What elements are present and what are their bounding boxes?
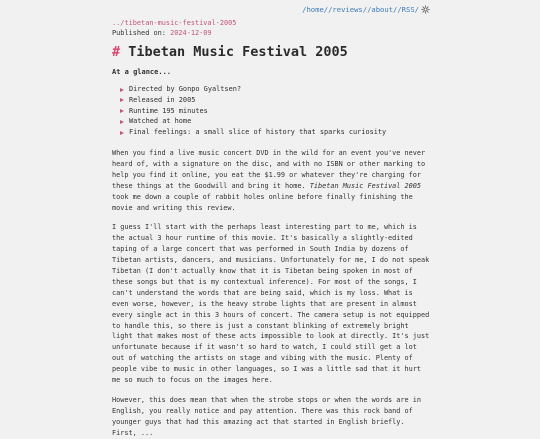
list-item: Directed by Gonpo Gyaltsen? [120,84,430,95]
glance-list [112,84,430,138]
list-item: Watched at home [120,116,430,127]
review-paragraph-2: I guess I'll start with the perhaps least interesting part to me, which is the actual 3 hour runtime of this movie. It's basically a slightly-edited taping of a large concert that was performed in South India by dozens of Tibetan artists, dancers, and musicians. Unfortunately for me, I do not speak Tibetan (I don't actually know that it is Tibetan being spoken in most of these songs but that is my contextual inference). For most of the songs, I can't understand the words that are being said, which is my loss. What is even worse, however, is the heavy strobe lights that are present in almost every single act in this 3 hours of concert. The camera setup is not equipped to handle this, so there is just a constant blinking of extremely bright light that makes most of these acts impossible to look at directly. It's just unfortunate because if it wasn't so hard to watch, I could still get a lot out of watching the artists on stage and vibing with the music. Plenty of people vibe to music in other languages, so I was a little sad that it hurt me so much to focus on the images here. [112,223,430,385]
top-nav [302,5,430,14]
list-item: Final feelings: a small slice of history that sparks curiosity [120,127,430,138]
title-text: Tibetan Music Festival 2005 [128,44,348,60]
nav-link-about[interactable]: /about/ [367,5,398,14]
list-item: Runtime 195 minutes [120,106,430,117]
page-title [112,44,430,61]
article [112,19,430,439]
title-hash: # [112,44,121,60]
published-label: Published on: [112,29,166,37]
p1-text-a: When you find a live music concert DVD in the wild for an event you've never heard of, with a signature on the disc, and with no ISBN or other marking to help you find it online, you eat the $1.99 or whatever they're charging for these things at the Goodwill and bring it home. [112,148,426,190]
review-paragraph-3: However, this does mean that when the strobe stops or when the words are in English, you really notice and pay attention. There was this rock band of younger guys that had this amazing act that started in English briefly. First, ... [112,396,422,437]
published-date: 2024-12-09 [170,29,212,37]
breadcrumb-link[interactable]: ../tibetan-music-festival-2005 [112,19,237,27]
review-paragraph-1 [112,148,430,213]
nav-link-reviews[interactable]: /reviews/ [328,5,368,14]
glance-heading: At a glance... [112,68,172,76]
p1-text-b: took me down a couple of rabbit holes online before finally finishing the movie and writing this review. [112,192,413,212]
published-line [112,28,430,38]
breadcrumb [112,19,430,28]
p1-title-em: Tibetan Music Festival 2005 [309,181,422,190]
nav-link-home[interactable]: /home/ [302,5,329,14]
sun-icon[interactable] [421,5,430,14]
nav-link-rss[interactable]: /RSS/ [397,5,419,14]
list-item: Released in 2005 [120,95,430,106]
